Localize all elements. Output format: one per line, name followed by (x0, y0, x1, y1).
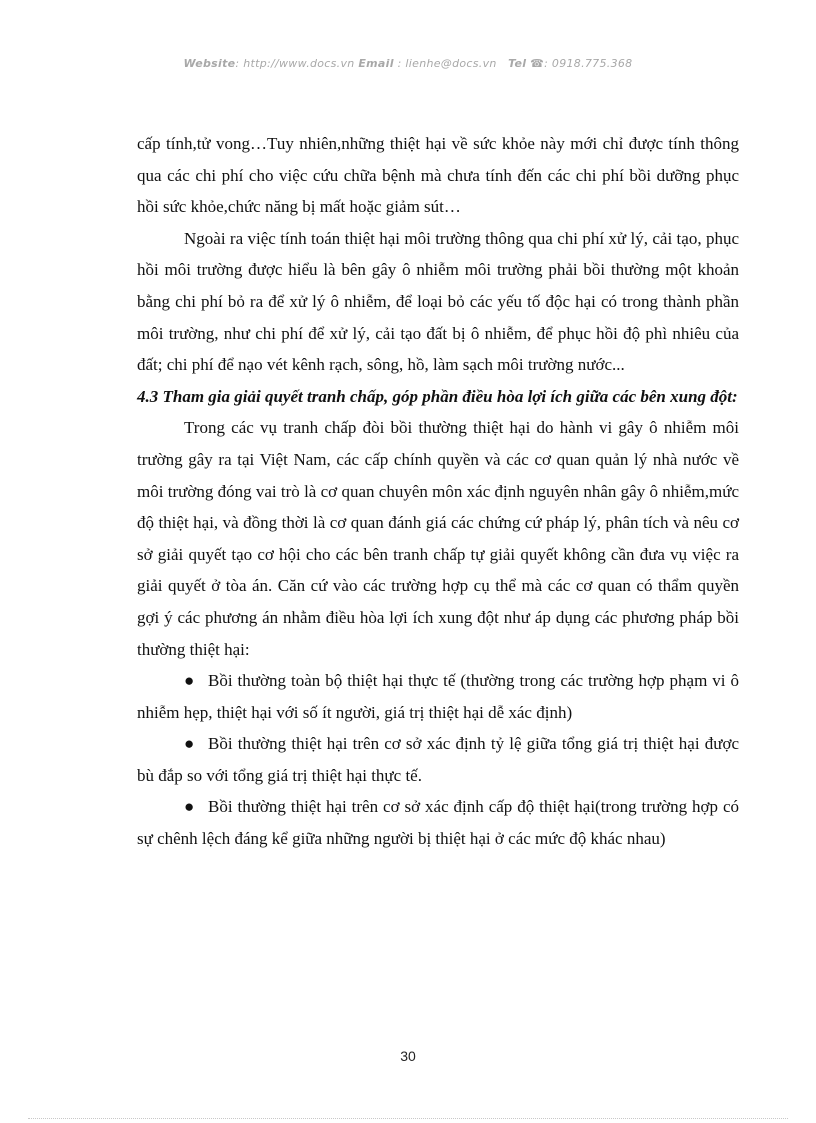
website-label: Website (183, 57, 236, 70)
bullet-icon: ● (184, 734, 195, 754)
page-header (0, 57, 816, 70)
tel-value: : 0918.775.368 (544, 57, 633, 70)
page-number: 30 (400, 1048, 416, 1064)
bullet-item (137, 728, 739, 791)
page-body (137, 128, 739, 855)
bullet-icon: ● (184, 797, 195, 817)
paragraph-2: Ngoài ra việc tính toán thiệt hại môi trường thông qua chi phí xử lý, cải tạo, phục hồi môi trường được hiểu là bên gây ô nhiễm môi trường phải bồi thường một khoản bằng chi phí bỏ ra để xử lý ô nhiễm, để loại bỏ các yếu tố độc hại có trong thành phần môi trường, như chi phí để xử lý, cải tạo đất bị ô nhiễm, để phục hồi độ phì nhiêu của đất; chi phí để nạo vét kênh rạch, sông, hồ, làm sạch môi trường nước... (137, 228, 739, 375)
tel-label: Tel (508, 57, 527, 70)
paragraph-1: cấp tính,tử vong…Tuy nhiên,những thiệt hại về sức khỏe này mới chỉ được tính thông qua các chi phí cho việc cứu chữa bệnh mà chưa tính đến các chi phí bồi dưỡng phục hồi sức khỏe,chức năng bị mất hoặc giảm sút… (137, 134, 739, 217)
email-value: : lienhe@docs.vn (393, 57, 497, 70)
bullet-icon: ● (184, 671, 195, 691)
footer-divider (28, 1118, 788, 1119)
bullet-item (137, 791, 739, 854)
bullet-item (137, 665, 739, 728)
bullet-text: Bồi thường toàn bộ thiệt hại thực tế (thường trong các trường hợp phạm vi ô nhiễm hẹp, thiệt hại với số ít người, giá trị thiệt hại dễ xác định) (137, 671, 739, 722)
paragraph-3: Trong các vụ tranh chấp đòi bồi thường thiệt hại do hành vi gây ô nhiễm môi trường gây ra tại Việt Nam, các cấp chính quyền và các cơ quan quản lý nhà nước về môi trường đóng vai trò là cơ quan chuyên môn xác định nguyên nhân gây ô nhiễm,mức độ thiệt hại, và đồng thời là cơ quan đánh giá các chứng cứ pháp lý, phân tích và nêu cơ sở giải quyết tạo cơ hội cho các bên tranh chấp tự giải quyết không cần đưa vụ việc ra giải quyết ở tòa án. Căn cứ vào các trường hợp cụ thể mà các cơ quan có thẩm quyền gợi ý các phương án nhằm điều hòa lợi ích xung đột như áp dụng các phương pháp bồi thường thiệt hại: (137, 418, 739, 659)
bullet-text: Bồi thường thiệt hại trên cơ sở xác định tỷ lệ giữa tổng giá trị thiệt hại được bù đắp so với tổng giá trị thiệt hại thực tế. (137, 734, 739, 785)
email-label: Email (358, 57, 394, 70)
bullet-text: Bồi thường thiệt hại trên cơ sở xác định cấp độ thiệt hại(trong trường hợp có sự chênh lệch đáng kể giữa những người bị thiệt hại ở các mức độ khác nhau) (137, 797, 739, 849)
section-heading: 4.3 Tham gia giải quyết tranh chấp, góp phần điều hòa lợi ích giữa các bên xung đột: (137, 386, 738, 406)
phone-icon: ☎ (530, 57, 545, 70)
website-value: : http://www.docs.vn (235, 57, 355, 70)
